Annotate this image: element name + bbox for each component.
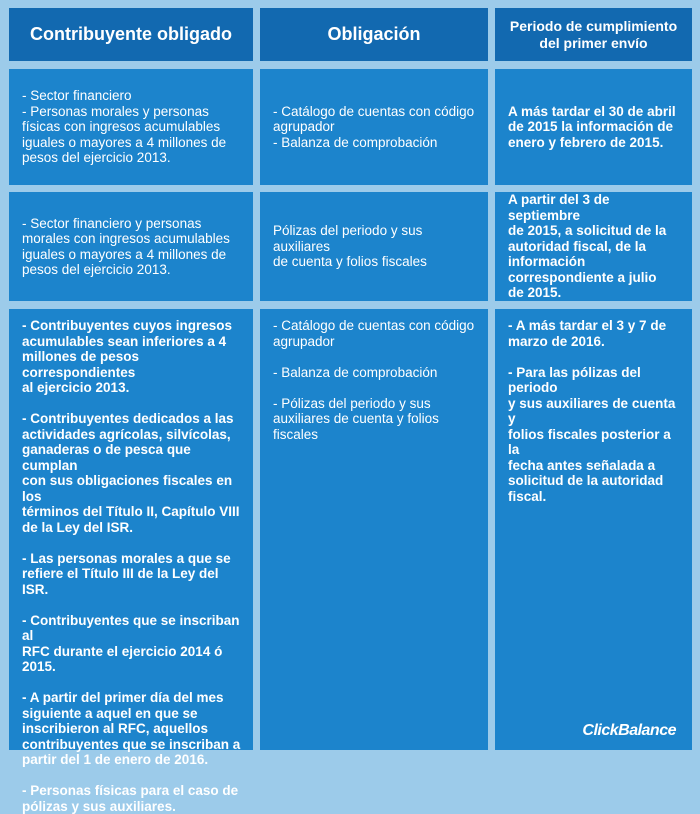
row2-obligacion-text (273, 223, 476, 270)
text-line: pólizas y sus auxiliares. (22, 799, 241, 814)
text-line: términos del Título II, Capítulo VIII (22, 504, 241, 520)
text-line: refiere el Título III de la Ley del ISR. (22, 566, 241, 597)
text-line: de cuenta y folios fiscales (273, 254, 476, 270)
text-line: marzo de 2016. (508, 334, 680, 350)
text-line: fecha antes señalada a (508, 458, 680, 474)
text-line: acumulables sean inferiores a 4 (22, 334, 241, 350)
text-line: ganaderas o de pesca que cumplan (22, 442, 241, 473)
text-line: agrupador (273, 334, 476, 350)
text-line: pesos del ejercicio 2013. (22, 150, 241, 166)
header-periodo-label (510, 18, 677, 52)
text-line: Pólizas del periodo y sus auxiliares (273, 223, 476, 254)
text-line: millones de pesos correspondientes (22, 349, 241, 380)
text-line: información (508, 254, 680, 270)
text-line: de 2015, a solicitud de la (508, 223, 680, 239)
text-line: partir del 1 de enero de 2016. (22, 752, 241, 768)
text-line: - Catálogo de cuentas con código (273, 104, 476, 120)
text-line (273, 380, 476, 396)
row1-contribuyente-cell (9, 69, 253, 185)
text-line: físicas con ingresos acumulables (22, 119, 241, 135)
text-line: - Pólizas del periodo y sus (273, 396, 476, 412)
text-line: - Contribuyentes que se inscriban al (22, 613, 241, 644)
text-line: - Personas físicas para el caso de (22, 783, 241, 799)
text-line: correspondiente a julio (508, 270, 680, 286)
text-line: - Balanza de comprobación (273, 365, 476, 381)
text-line (22, 675, 241, 691)
text-line: pesos del ejercicio 2013. (22, 262, 241, 278)
text-line: fiscales (273, 427, 476, 443)
text-line (22, 396, 241, 412)
text-line: siguiente a aquel en que se (22, 706, 241, 722)
text-line: de 2015 la información de (508, 119, 680, 135)
text-line: de la Ley del ISR. (22, 520, 241, 536)
row1-periodo-text (508, 104, 680, 151)
row3-periodo-cell (495, 309, 692, 750)
header-periodo-line: Periodo de cumplimiento (510, 18, 677, 35)
text-line: de 2015. (508, 285, 680, 301)
row2-periodo-text (508, 192, 680, 301)
text-line: - Las personas morales a que se (22, 551, 241, 567)
text-line: enero y febrero de 2015. (508, 135, 680, 151)
row3-contribuyente-cell (9, 309, 253, 750)
text-line: - Catálogo de cuentas con código (273, 318, 476, 334)
text-line (22, 597, 241, 613)
text-line: A partir del 3 de septiembre (508, 192, 680, 223)
row2-contribuyente-cell (9, 192, 253, 301)
text-line: - Personas morales y personas (22, 104, 241, 120)
clickbalance-logo: ClickBalance (582, 723, 676, 739)
text-line: solicitud de la autoridad (508, 473, 680, 489)
header-contribuyente-label: Contribuyente obligado (30, 24, 232, 45)
text-line: contribuyentes que se inscriban a (22, 737, 241, 753)
text-line: - Sector financiero (22, 88, 241, 104)
text-line: inscribieron al RFC, aquellos (22, 721, 241, 737)
text-line: actividades agrícolas, silvícolas, (22, 427, 241, 443)
row1-obligacion-text (273, 104, 476, 151)
text-line: - A partir del primer día del mes (22, 690, 241, 706)
text-line (508, 349, 680, 365)
row2-contribuyente-text (22, 216, 241, 278)
text-line: fiscal. (508, 489, 680, 505)
text-line (22, 535, 241, 551)
text-line: RFC durante el ejercicio 2014 ó (22, 644, 241, 660)
text-line: 2015. (22, 659, 241, 675)
text-line: y sus auxiliares de cuenta y (508, 396, 680, 427)
text-line: A más tardar el 30 de abril (508, 104, 680, 120)
header-obligacion (260, 8, 488, 61)
row1-periodo-cell (495, 69, 692, 185)
row1-obligacion-cell (260, 69, 488, 185)
row1-contribuyente-text (22, 88, 241, 166)
text-line: iguales o mayores a 4 millones de (22, 247, 241, 263)
text-line: - Balanza de comprobación (273, 135, 476, 151)
row2-periodo-cell (495, 192, 692, 301)
text-line: autoridad fiscal, de la (508, 239, 680, 255)
header-periodo (495, 8, 692, 61)
row3-obligacion-cell (260, 309, 488, 750)
text-line (22, 768, 241, 784)
text-line: - A más tardar el 3 y 7 de (508, 318, 680, 334)
text-line: - Contribuyentes cuyos ingresos (22, 318, 241, 334)
text-line: al ejercicio 2013. (22, 380, 241, 396)
row3-periodo-text (508, 318, 680, 504)
header-obligacion-label: Obligación (327, 24, 420, 45)
text-line: folios fiscales posterior a la (508, 427, 680, 458)
row2-obligacion-cell (260, 192, 488, 301)
text-line (273, 349, 476, 365)
row3-contribuyente-text (22, 318, 241, 814)
header-contribuyente (9, 8, 253, 61)
text-line: con sus obligaciones fiscales en los (22, 473, 241, 504)
text-line: iguales o mayores a 4 millones de (22, 135, 241, 151)
header-periodo-line: del primer envío (510, 35, 677, 52)
text-line: - Contribuyentes dedicados a las (22, 411, 241, 427)
row3-obligacion-text (273, 318, 476, 442)
text-line: agrupador (273, 119, 476, 135)
text-line: morales con ingresos acumulables (22, 231, 241, 247)
text-line: - Para las pólizas del periodo (508, 365, 680, 396)
text-line: auxiliares de cuenta y folios (273, 411, 476, 427)
text-line: - Sector financiero y personas (22, 216, 241, 232)
